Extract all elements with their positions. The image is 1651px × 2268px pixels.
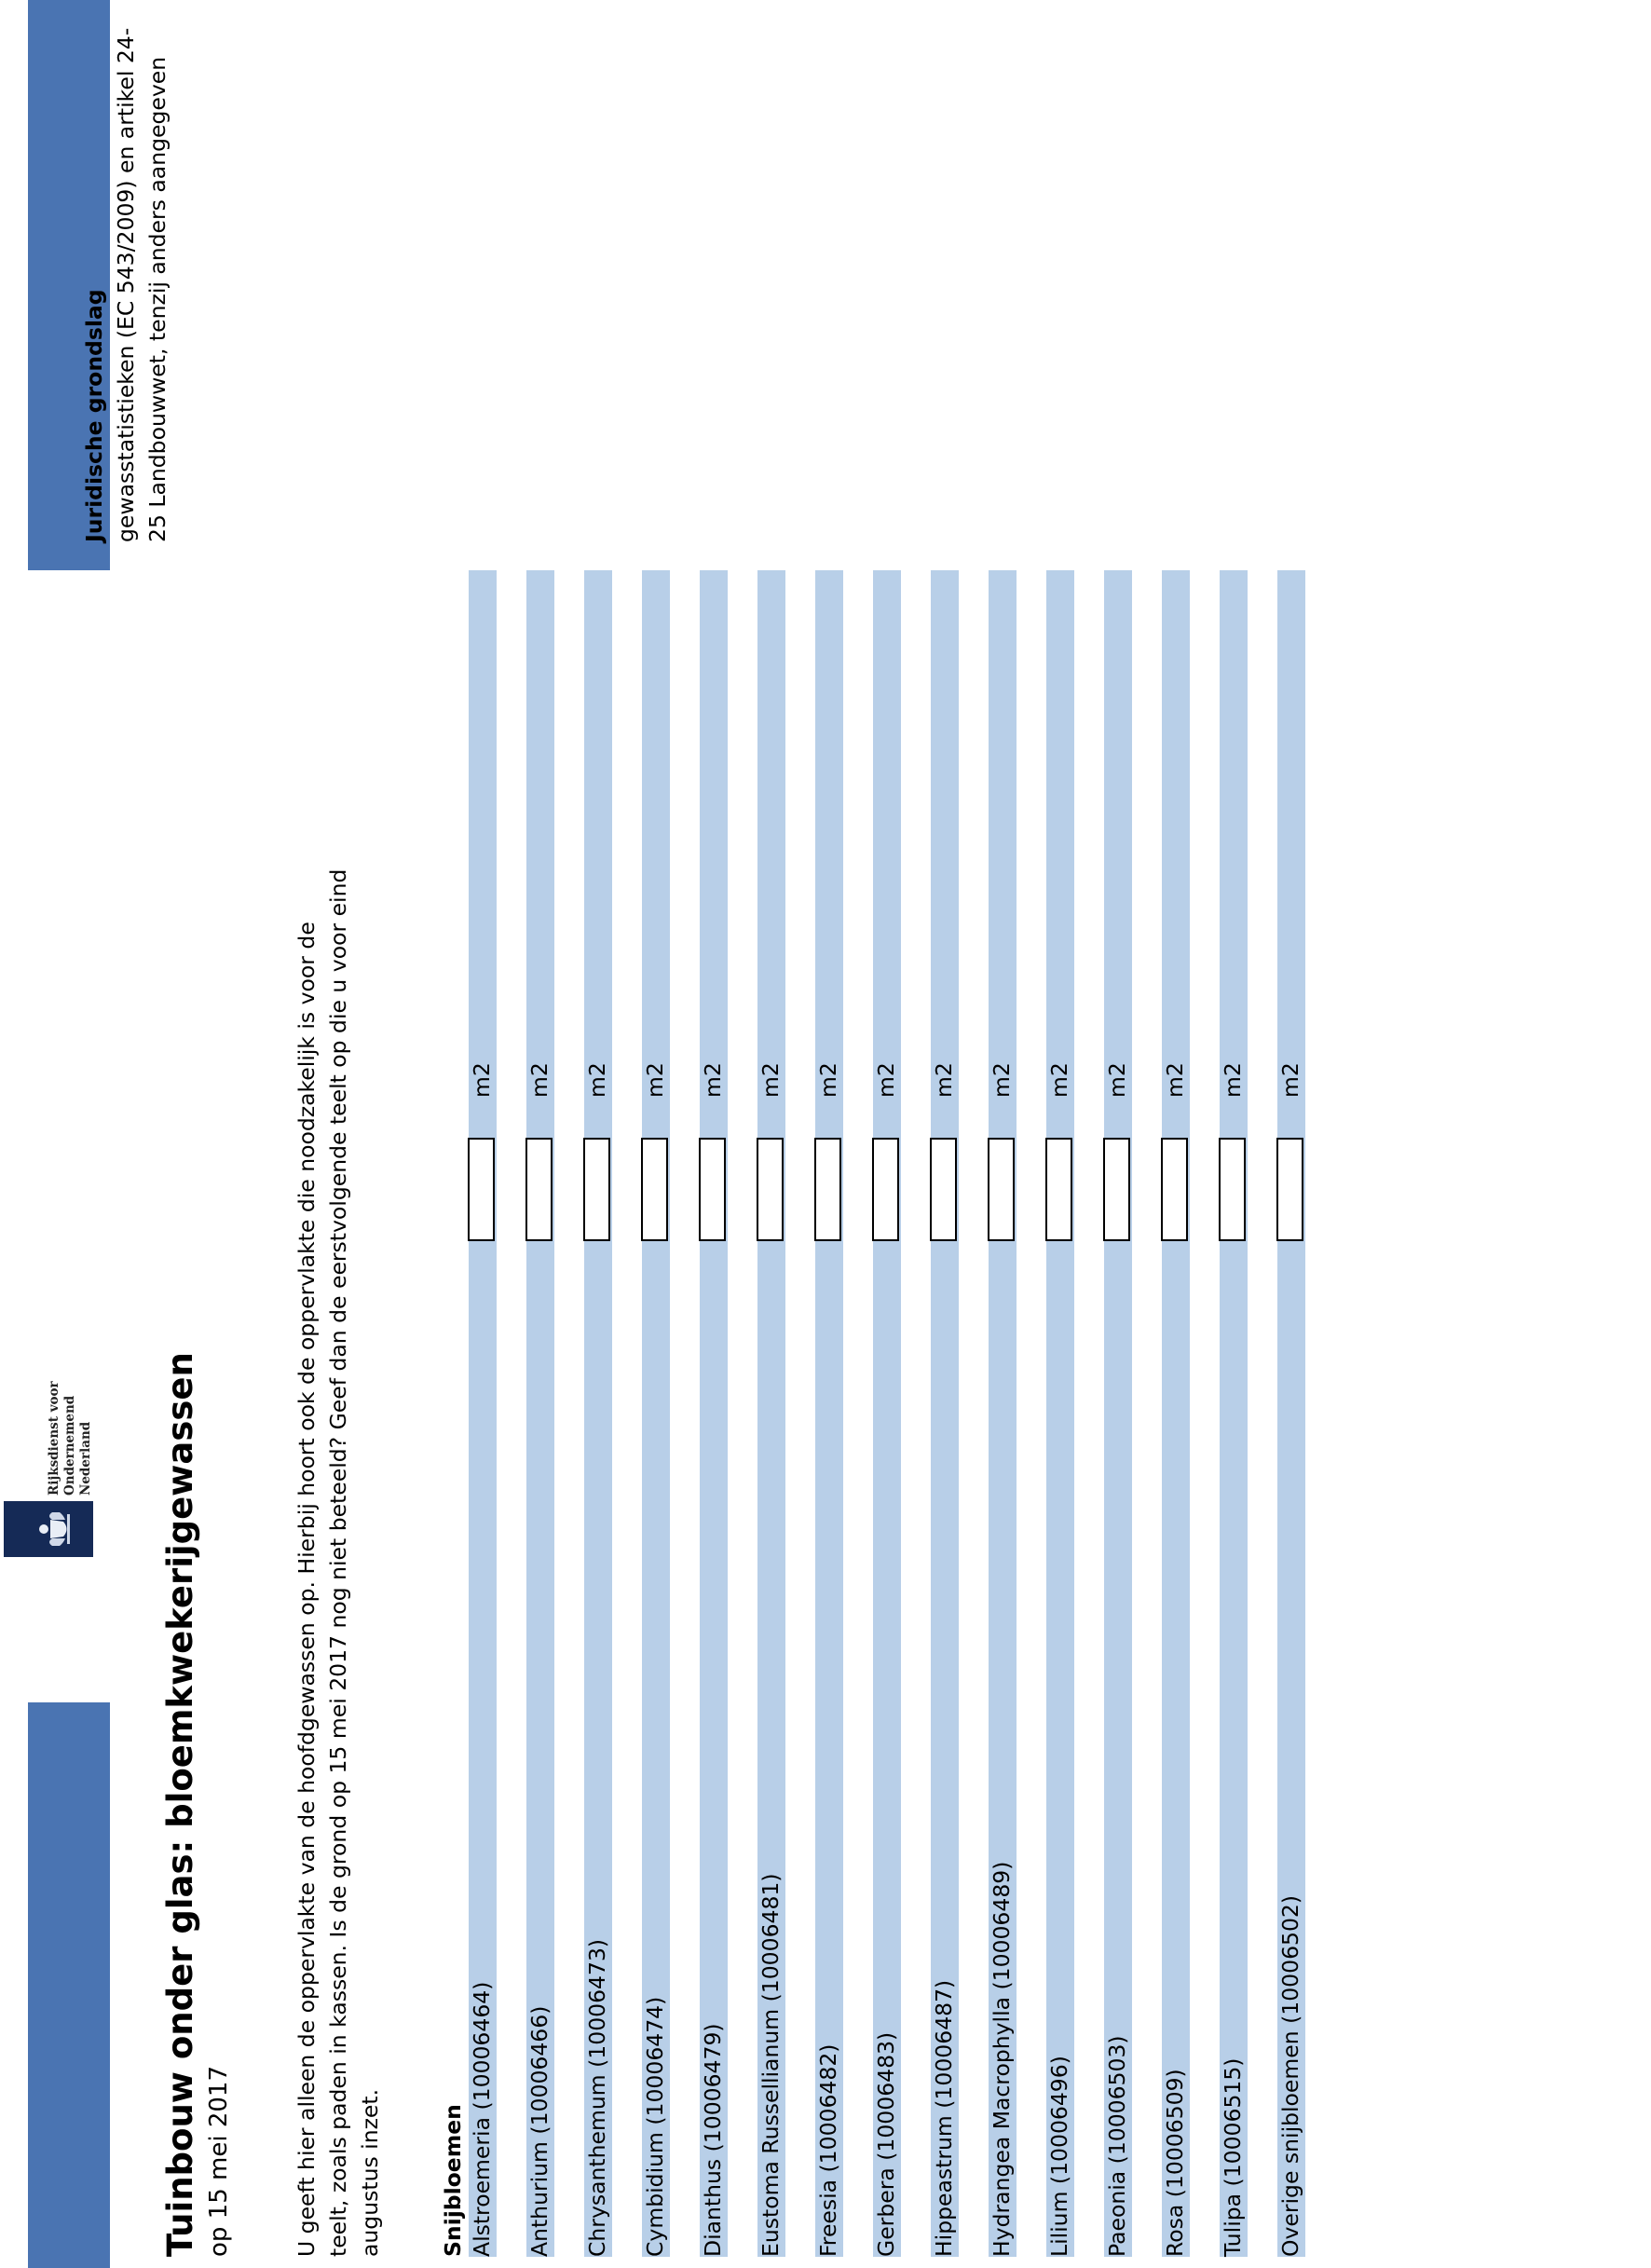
crop-row xyxy=(1217,570,1248,2257)
unit-label: m2 xyxy=(1162,1062,1188,1098)
row-stripe xyxy=(1104,570,1132,2257)
crop-label: Freesia (10006482) xyxy=(815,2043,841,2257)
unit-label: m2 xyxy=(469,1062,495,1098)
crop-row xyxy=(1159,570,1190,2257)
row-stripe xyxy=(815,570,843,2257)
area-input[interactable] xyxy=(583,1138,610,1241)
unit-label: m2 xyxy=(1046,1062,1072,1098)
area-input[interactable] xyxy=(525,1138,553,1241)
crop-row xyxy=(755,570,785,2257)
crop-row xyxy=(812,570,843,2257)
area-input[interactable] xyxy=(1103,1138,1130,1241)
row-stripe xyxy=(873,570,901,2257)
crop-row xyxy=(1101,570,1132,2257)
area-input[interactable] xyxy=(1276,1138,1303,1241)
crop-row xyxy=(986,570,1017,2257)
unit-label: m2 xyxy=(931,1062,957,1098)
crop-row xyxy=(928,570,959,2257)
page-subtitle: op 15 mei 2017 xyxy=(205,2065,233,2257)
area-input[interactable] xyxy=(988,1138,1015,1241)
unit-label: m2 xyxy=(642,1062,668,1098)
area-input[interactable] xyxy=(1161,1138,1188,1241)
crop-row xyxy=(524,570,554,2257)
unit-label: m2 xyxy=(873,1062,899,1098)
page-title: Tuinbouw onder glas: bloemkwekerijgewassen xyxy=(160,1352,200,2257)
area-input[interactable] xyxy=(872,1138,899,1241)
crop-label: Chrysanthemum (10006473) xyxy=(584,1938,610,2257)
crop-row xyxy=(466,570,497,2257)
row-stripe xyxy=(526,570,554,2257)
logo-wordmark xyxy=(47,1281,94,1496)
crop-label: Rosa (10006509) xyxy=(1162,2069,1188,2257)
crop-label: Gerbera (10006483) xyxy=(873,2031,899,2257)
crop-row xyxy=(697,570,728,2257)
crop-row xyxy=(581,570,612,2257)
crop-label: Eustoma Russellianum (10006481) xyxy=(757,1873,784,2257)
header-bar-left xyxy=(28,1702,110,2268)
area-input[interactable] xyxy=(930,1138,957,1241)
crop-label: Alstroemeria (10006464) xyxy=(469,1981,495,2257)
unit-label: m2 xyxy=(700,1062,726,1098)
legal-basis-heading: Juridische grondslag xyxy=(81,289,107,542)
crop-row xyxy=(870,570,901,2257)
crop-row xyxy=(1275,570,1305,2257)
crop-label: Hydrangea Macrophylla (10006489) xyxy=(989,1861,1015,2257)
area-input[interactable] xyxy=(468,1138,495,1241)
crop-label: Cymbidium (10006474) xyxy=(642,1996,668,2257)
crop-label: Tulipa (10006515) xyxy=(1220,2057,1246,2257)
row-stripe xyxy=(700,570,728,2257)
crop-label: Dianthus (10006479) xyxy=(700,2023,726,2257)
unit-label: m2 xyxy=(757,1062,784,1098)
coat-of-arms-icon xyxy=(4,1501,93,1557)
crop-label: Anthurium (10006466) xyxy=(526,2005,553,2257)
unit-label: m2 xyxy=(1104,1062,1130,1098)
intro-text: U geeft hier alleen de oppervlakte van de hoofdgewassen op. Hierbij hoort ook de oppervlakte die noodzakelijk is voor de teelt, zoals paden in kassen. Is de grond op 15 mei 2017 nog niet beteeld? Geef dan de eerstvolgende teelt op die u voor eind augustus inzet. xyxy=(293,868,383,2257)
crop-label: Overige snijbloemen (10006502) xyxy=(1277,1894,1303,2257)
unit-label: m2 xyxy=(526,1062,553,1098)
logo-org-line2: Nederland xyxy=(78,1421,93,1496)
unit-label: m2 xyxy=(584,1062,610,1098)
crop-row xyxy=(1044,570,1074,2257)
unit-label: m2 xyxy=(1220,1062,1246,1098)
crop-label: Paeonia (10006503) xyxy=(1104,2035,1130,2257)
crop-row xyxy=(639,570,670,2257)
section-label-snijbloemen: Snijbloemen xyxy=(440,2104,466,2257)
area-input[interactable] xyxy=(1219,1138,1246,1241)
area-input[interactable] xyxy=(757,1138,784,1241)
logo-org-line1: Rijksdienst voor Ondernemend xyxy=(47,1381,77,1496)
unit-label: m2 xyxy=(989,1062,1015,1098)
row-stripe xyxy=(1162,570,1190,2257)
area-input[interactable] xyxy=(699,1138,726,1241)
unit-label: m2 xyxy=(815,1062,841,1098)
unit-label: m2 xyxy=(1277,1062,1303,1098)
area-input[interactable] xyxy=(1045,1138,1072,1241)
legal-basis-text: gewasstatistieken (EC 543/2009) en artikel 24-25 Landbouwwet, tenzij anders aangegeven xyxy=(113,27,171,542)
area-input[interactable] xyxy=(641,1138,668,1241)
crop-label: Hippeastrum (10006487) xyxy=(931,1979,957,2257)
row-stripe xyxy=(1220,570,1248,2257)
row-stripe xyxy=(1046,570,1074,2257)
crop-label: Lilium (10006496) xyxy=(1046,2056,1072,2257)
legal-basis xyxy=(78,20,173,542)
area-input[interactable] xyxy=(814,1138,841,1241)
